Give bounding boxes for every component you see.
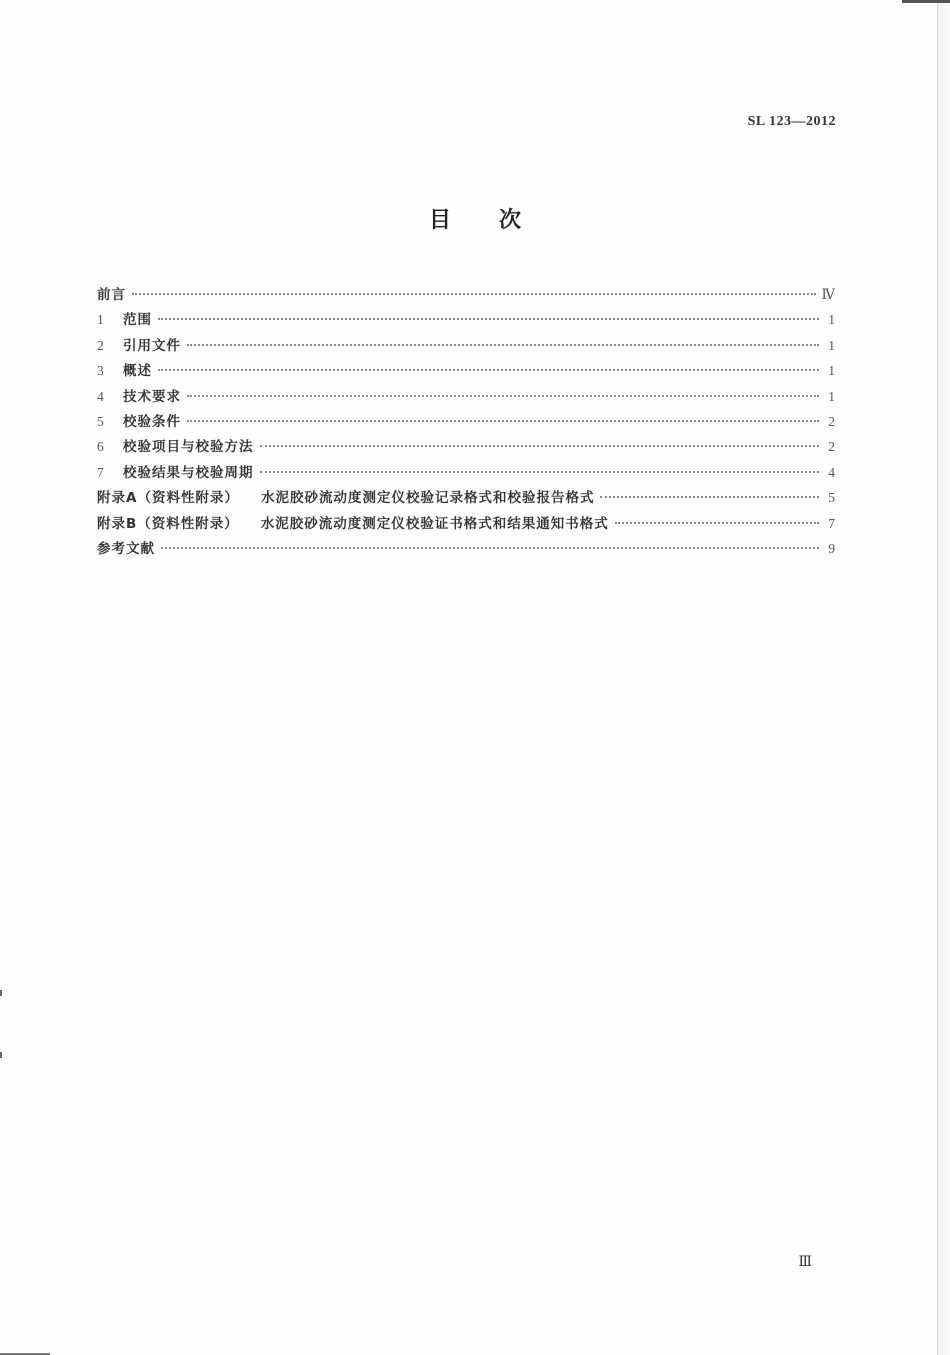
- toc-leader-dots: [187, 420, 819, 422]
- toc-entry-scope[interactable]: [97, 308, 835, 333]
- toc-leader-dots: [158, 369, 819, 371]
- scan-mark: [0, 1052, 2, 1058]
- toc-entry-page: 1: [828, 337, 835, 353]
- toc-leader-dots: [158, 318, 819, 320]
- toc-entry-label: 引用文件: [123, 337, 181, 354]
- toc-entry-label: 附录B（资料性附录）: [97, 515, 239, 532]
- toc-entry-overview[interactable]: [97, 359, 835, 384]
- toc-entry-label: 技术要求: [123, 388, 181, 405]
- toc-entry-label: 范围: [123, 312, 152, 329]
- page-number: Ⅲ: [798, 1255, 813, 1270]
- toc-entry-label: 校验项目与校验方法: [123, 439, 254, 456]
- toc-leader-dots: [260, 445, 820, 447]
- toc-entry-bibliography[interactable]: [97, 537, 835, 562]
- toc-entry-page: 1: [828, 312, 835, 328]
- toc-leader-dots: [161, 547, 819, 549]
- toc-entry-page: 9: [828, 540, 835, 556]
- scan-mark: [0, 990, 2, 996]
- toc-entry-page: 7: [828, 515, 835, 531]
- toc-entry-page: 5: [828, 490, 835, 506]
- toc-entry-subtitle: 水泥胶砂流动度测定仪校验记录格式和校验报告格式: [260, 490, 595, 507]
- toc-leader-dots: [600, 496, 819, 498]
- toc-leader-dots: [260, 471, 820, 473]
- toc-entry-number: 4: [97, 388, 104, 404]
- toc-entry-requirements[interactable]: [97, 385, 835, 410]
- toc-entry-references[interactable]: [97, 334, 835, 359]
- toc-entry-methods[interactable]: [97, 435, 835, 460]
- toc-leader-dots: [187, 395, 819, 397]
- toc-entry-results[interactable]: [97, 461, 835, 486]
- toc-entry-page: 1: [828, 388, 835, 404]
- toc-entry-number: 5: [97, 413, 104, 429]
- toc-leader-dots: [615, 522, 819, 524]
- toc-entry-page: 4: [828, 464, 835, 480]
- toc-leader-dots: [132, 293, 816, 295]
- toc-entry-label: 校验条件: [123, 413, 181, 430]
- toc-entry-number: 7: [97, 464, 104, 480]
- table-of-contents: [97, 283, 835, 562]
- toc-entry-page: 1: [828, 363, 835, 379]
- toc-entry-page: 2: [828, 439, 835, 455]
- toc-entry-number: 2: [97, 337, 104, 353]
- toc-entry-page: 2: [828, 413, 835, 429]
- toc-entry-label: 前言: [97, 287, 126, 303]
- toc-entry-page: Ⅳ: [821, 287, 835, 302]
- toc-entry-label: 附录A（资料性附录）: [97, 490, 239, 507]
- page-title: 目次: [428, 208, 569, 233]
- toc-entry-label: 参考文献: [97, 540, 155, 557]
- toc-entry-number: 3: [97, 363, 104, 379]
- toc-entry-foreword[interactable]: [97, 283, 835, 308]
- toc-entry-label: 概述: [123, 363, 152, 380]
- toc-entry-number: 6: [97, 439, 104, 455]
- toc-entry-appendix-b[interactable]: [97, 512, 835, 537]
- toc-entry-label: 校验结果与校验周期: [123, 464, 254, 481]
- scan-mark: [902, 0, 950, 3]
- toc-leader-dots: [187, 344, 819, 346]
- toc-entry-subtitle: 水泥胶砂流动度测定仪校验证书格式和结果通知书格式: [260, 515, 609, 532]
- toc-entry-number: 1: [97, 312, 104, 328]
- toc-entry-appendix-a[interactable]: [97, 486, 835, 511]
- toc-entry-conditions[interactable]: [97, 410, 835, 435]
- standard-code: SL 123—2012: [747, 114, 836, 129]
